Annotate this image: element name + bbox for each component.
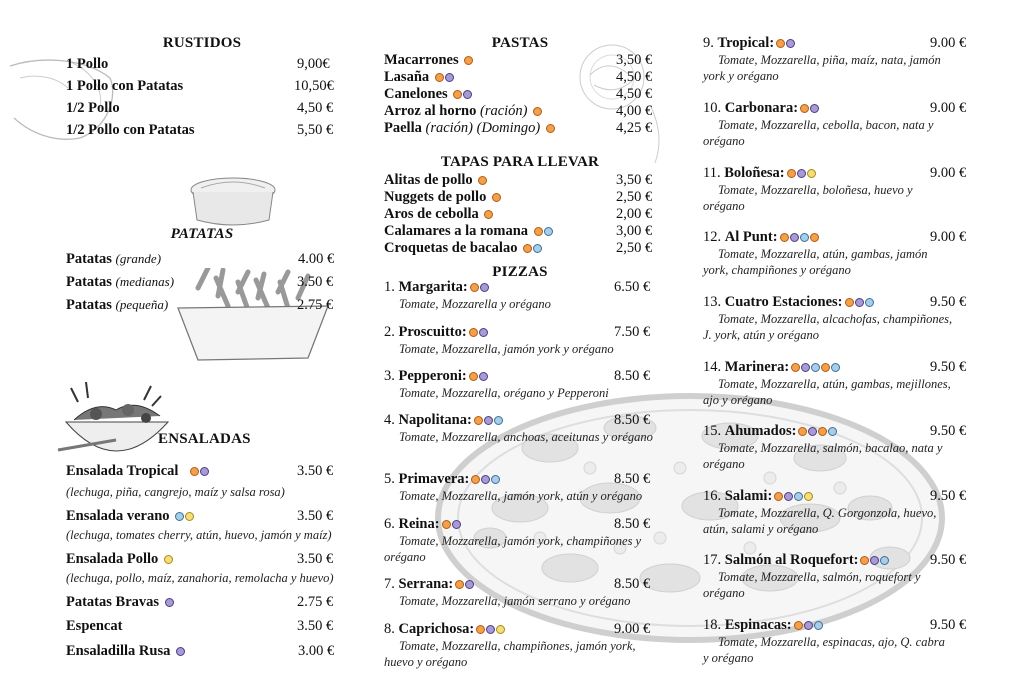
pizzas-title: PIZZAS [492,264,548,280]
item-price: 7.50 € [614,324,651,340]
item-name: Primavera: [398,471,470,487]
item-description: Tomate, Mozzarella, atún, gambas, mejillones, ajo y orégano [703,377,951,407]
pizza-number: 4. [384,412,395,428]
list-item [384,412,504,429]
allergen-icon [814,621,823,630]
list-item [66,508,195,525]
list-item [703,359,841,376]
pizza-number: 9. [703,35,714,51]
list-item [384,223,554,240]
allergen-icon [880,556,889,565]
allergen-icon [494,416,503,425]
item-description: Tomate, Mozzarella, anchoas, aceitunas y orégano [399,430,653,444]
item-name: Ensalada Tropical [66,463,179,479]
roast-tray-illustration-icon [183,170,283,230]
pizza-number: 1. [384,279,395,295]
allergen-icon [486,625,495,634]
list-item [384,189,502,206]
item-description: Tomate, Mozzarella, alcachofas, champiñones, J. york, atún y orégano [703,312,953,342]
item-name: Alitas de pollo [384,172,473,188]
item-description: Tomate, Mozzarella, champiñones, jamón york, huevo y orégano [384,639,636,669]
item-size: (pequeña) [115,297,169,312]
item-price: 2,50 € [616,189,653,205]
item-name: Arroz al horno [384,103,477,119]
item-name: Pepperoni: [398,368,467,384]
allergen-icons [469,328,489,337]
allergen-icon [821,363,830,372]
allergen-icon [442,520,451,529]
item-name: Ahumados: [724,423,797,439]
list-item [384,172,488,189]
pizza-number: 5. [384,471,395,487]
allergen-icon [787,169,796,178]
item-price: 2.75 € [297,594,334,610]
item-note: (ración) (Domingo) [425,120,541,136]
allergen-icons [845,298,875,307]
list-item [66,643,186,660]
item-name: Ensaladilla Rusa [66,643,171,659]
item-description: (lechuga, tomates cherry, atún, huevo, jamón y maíz) [66,528,332,542]
item-price: 8.50 € [614,576,651,592]
allergen-icons [546,124,556,133]
allergen-icon [780,233,789,242]
item-price: 3.50 € [297,618,334,634]
allergen-icon [808,427,817,436]
allergen-icon [471,475,480,484]
list-item [384,471,501,488]
allergen-icons [164,555,174,564]
item-size: (medianas) [115,274,175,289]
item-description: Tomate, Mozzarella, jamón york, champiñones y orégano [384,534,642,564]
list-item [66,594,175,611]
allergen-icon [480,283,489,292]
allergen-icon [804,492,813,501]
item-description: Tomate, Mozzarella, espinacas, ajo, Q. cabra y orégano [703,635,945,665]
item-price: 9,00€ [297,56,330,72]
allergen-icons [165,598,175,607]
allergen-icons [787,169,817,178]
item-name: Lasaña [384,69,430,85]
list-item [703,229,820,246]
item-name: Canelones [384,86,448,102]
list-item [384,516,462,533]
list-item [66,551,174,568]
list-item [384,621,506,638]
item-price: 9.50 € [930,423,967,439]
allergen-icon [811,363,820,372]
item-name: Salami: [724,488,773,504]
allergen-icons [435,73,455,82]
item-price: 3,00 € [616,223,653,239]
item-price: 9.50 € [930,552,967,568]
list-item [703,294,875,311]
pizza-number: 6. [384,516,395,532]
item-price: 9.50 € [930,617,967,633]
allergen-icon [810,104,819,113]
item-price: 2.75 € [297,297,334,313]
item-name: Cuatro Estaciones: [724,294,843,310]
allergen-icon [481,475,490,484]
item-name: Patatas [66,297,112,313]
allergen-icon [798,427,807,436]
item-description: Tomate, Mozzarella, atún, gambas, jamón york, champiñones y orégano [703,247,928,277]
allergen-icon [469,328,478,337]
item-price: 3.00 € [298,643,335,659]
item-price: 8.50 € [614,471,651,487]
allergen-icon [469,372,478,381]
allergen-icon [774,492,783,501]
list-item [66,297,168,314]
pizza-number: 2. [384,324,395,340]
allergen-icon [794,492,803,501]
item-price: 4,50 € [616,86,653,102]
item-name: Espinacas: [724,617,792,633]
list-item [66,618,122,635]
item-description: (lechuga, pollo, maíz, zanahoria, remolacha y huevo) [66,571,334,585]
allergen-icons [484,210,494,219]
allergen-icons [453,90,473,99]
list-item [384,240,543,257]
item-price: 9.50 € [930,488,967,504]
item-description: Tomate, Mozzarella, boloñesa, huevo y orégano [703,183,913,213]
item-price: 9.50 € [930,359,967,375]
allergen-icon [807,169,816,178]
item-name: Salmón al Roquefort: [724,552,859,568]
allergen-icons [794,621,824,630]
item-name: Caprichosa: [398,621,475,637]
item-name: Marinera: [724,359,790,375]
item-price: 9.00 € [930,165,967,181]
allergen-icons [860,556,890,565]
allergen-icons [190,467,210,476]
pizza-number: 12. [703,229,722,245]
allergen-icons [476,625,506,634]
item-price: 9.00 € [930,229,967,245]
item-description: Tomate, Mozzarella, jamón york y orégano [399,342,614,356]
list-item [384,576,475,593]
allergen-icon [797,169,806,178]
allergen-icon [786,39,795,48]
allergen-icon [855,298,864,307]
item-description: Tomate, Mozzarella, salmón, bacalao, nata y orégano [703,441,943,471]
item-price: 3,50 € [616,52,653,68]
pizza-number: 14. [703,359,722,375]
item-name: Reina: [398,516,440,532]
list-item [703,100,820,117]
item-name: Boloñesa: [724,165,785,181]
allergen-icons [523,244,543,253]
item-name: Patatas Bravas [66,594,160,610]
allergen-icons [534,227,554,236]
list-item [384,86,473,103]
list-item [703,423,838,440]
list-item [703,488,814,505]
item-name: Ensalada verano [66,508,170,524]
allergen-icons [791,363,841,372]
item-price: 3.50 € [297,274,334,290]
item-price: 9.00 € [930,100,967,116]
pizza-number: 10. [703,100,722,116]
allergen-icon [476,625,485,634]
allergen-icons [471,475,501,484]
allergen-icon [800,233,809,242]
item-description: Tomate, Mozzarella, piña, maíz, nata, jamón york y orégano [703,53,941,83]
list-item [703,552,890,569]
pizza-number: 18. [703,617,722,633]
list-item [66,251,161,268]
allergen-icons [492,193,502,202]
list-item [384,69,455,86]
allergen-icon [810,233,819,242]
allergen-icon [784,492,793,501]
item-name: Ensalada Pollo [66,551,159,567]
allergen-icons [774,492,814,501]
allergen-icon [455,580,464,589]
allergen-icons [175,512,195,521]
allergen-icon [479,372,488,381]
item-name: Patatas [66,274,112,290]
item-name: Margarita: [398,279,468,295]
allergen-icons [800,104,820,113]
item-price: 8.50 € [614,368,651,384]
allergen-icon [831,363,840,372]
list-item [66,463,210,480]
item-price: 9.00 € [930,35,967,51]
allergen-icon [474,416,483,425]
pasta-plate-illustration-icon [560,35,670,165]
item-name: Paella [384,120,422,136]
item-price: 3.50 € [297,551,334,567]
item-name: Espencat [66,618,123,634]
item-name: Calamares a la romana [384,223,529,239]
item-name: Patatas [66,251,112,267]
item-price: 3.50 € [297,508,334,524]
pizza-number: 7. [384,576,395,592]
allergen-icon [791,363,800,372]
item-name: Tropical: [717,35,775,51]
allergen-icon [452,520,461,529]
allergen-icons [776,39,796,48]
allergen-icon [790,233,799,242]
allergen-icon [865,298,874,307]
item-price: 4.00 € [298,251,335,267]
list-item [66,274,174,291]
list-item: 1 Pollo [66,56,109,72]
list-item [384,52,474,69]
list-item [384,324,489,341]
item-description: Tomate, Mozzarella, salmón, roquefort y orégano [703,570,921,600]
allergen-icon [828,427,837,436]
item-price: 5,50 € [297,122,334,138]
item-name: Proscuitto: [398,324,467,340]
item-price: 8.50 € [614,516,651,532]
list-item: 1 Pollo con Patatas [66,78,184,94]
item-name: Nuggets de pollo [384,189,487,205]
list-item [703,35,796,52]
allergen-icons [474,416,504,425]
list-item [703,165,817,182]
allergen-icon [491,475,500,484]
list-item [384,103,543,120]
item-price: 4,00 € [616,103,653,119]
item-description: Tomate, Mozzarella, cebolla, bacon, nata y orégano [703,118,934,148]
item-description: Tomate, Mozzarella, jamón york, atún y orégano [399,489,643,503]
item-price: 10,50€ [294,78,334,94]
allergen-icon [484,416,493,425]
item-price: 6.50 € [614,279,651,295]
allergen-icons [780,233,820,242]
list-item: 1/2 Pollo con Patatas [66,122,195,138]
item-price: 4,50 € [616,69,653,85]
allergen-icons [464,56,474,65]
item-price: 2,00 € [616,206,653,222]
item-name: Al Punt: [724,229,778,245]
item-name: Aros de cebolla [384,206,479,222]
rustidos-title: RUSTIDOS [162,35,242,51]
item-name: Croquetas de bacalao [384,240,518,256]
item-name: Napolitana: [398,412,472,428]
list-item [384,120,556,137]
item-price: 4,50 € [297,100,334,116]
salad-bowl-illustration-icon [56,380,176,475]
item-description: Tomate, Mozzarella, Q. Gorgonzola, huevo, atún, salami y orégano [703,506,937,536]
allergen-icon [496,625,505,634]
pastas-title: PASTAS [491,35,549,51]
item-price: 9.00 € [614,621,651,637]
allergen-icon [860,556,869,565]
allergen-icon [801,363,810,372]
allergen-icons [442,520,462,529]
allergen-icon [465,580,474,589]
allergen-icons [533,107,543,116]
list-item [384,279,490,296]
list-item [703,617,824,634]
allergen-icon [845,298,854,307]
item-price: 9.50 € [930,294,967,310]
allergen-icon [870,556,879,565]
allergen-icon [800,104,809,113]
pizza-number: 3. [384,368,395,384]
list-item: 1/2 Pollo [66,100,120,116]
item-price: 3,50 € [616,172,653,188]
allergen-icon [804,621,813,630]
allergen-icons [469,372,489,381]
item-price: 3.50 € [297,463,334,479]
item-description: Tomate, Mozzarella y orégano [399,297,551,311]
allergen-icon [470,283,479,292]
allergen-icon [479,328,488,337]
pizza-number: 16. [703,488,722,504]
item-price: 2,50 € [616,240,653,256]
item-size: (grande) [115,251,162,266]
list-item [384,368,489,385]
allergen-icons [478,176,488,185]
list-item [384,206,494,223]
item-name: Serrana: [398,576,454,592]
pizza-number: 8. [384,621,395,637]
item-name: Macarrones [384,52,459,68]
pizza-number: 11. [703,165,721,181]
item-description: Tomate, Mozzarella, jamón serrano y orégano [399,594,631,608]
item-description: Tomate, Mozzarella, orégano y Pepperoni [399,386,609,400]
item-note: (ración) [480,103,528,119]
tapas-title: TAPAS PARA LLEVAR [440,154,600,170]
item-price: 4,25 € [616,120,653,136]
ensaladas-title: ENSALADAS [158,431,251,447]
allergen-icon [776,39,785,48]
allergen-icons [470,283,490,292]
pizza-number: 15. [703,423,722,439]
allergen-icon [818,427,827,436]
item-description: (lechuga, piña, cangrejo, maíz y salsa rosa) [66,485,285,499]
pizza-number: 17. [703,552,722,568]
item-price: 8.50 € [614,412,651,428]
allergen-icons [798,427,838,436]
allergen-icons [176,647,186,656]
allergen-icon [794,621,803,630]
allergen-icons [455,580,475,589]
pizza-number: 13. [703,294,722,310]
patatas-title: PATATAS [170,226,234,242]
item-name: Carbonara: [724,100,799,116]
